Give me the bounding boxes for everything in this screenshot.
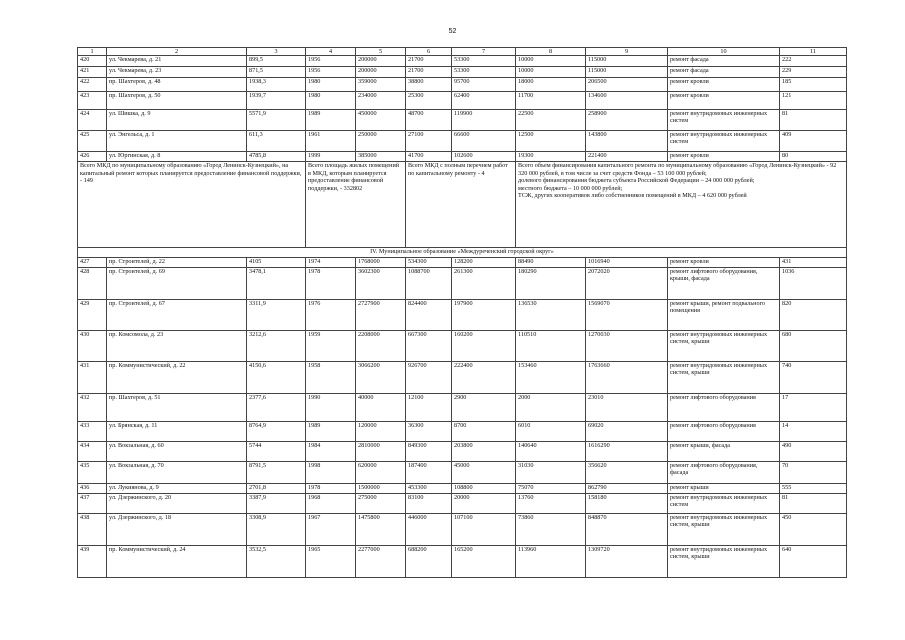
table-cell: 848870	[586, 514, 668, 546]
table-cell: 899,5	[247, 56, 306, 67]
table-cell: 11700	[516, 92, 586, 110]
table-cell: ул. Дзержинского, д. 18	[107, 514, 247, 546]
table-cell: 453300	[406, 484, 452, 494]
table-cell: 81	[780, 110, 847, 131]
table-cell: ремонт крыши, фасада	[668, 442, 780, 462]
table-cell: 439	[78, 546, 107, 578]
table-cell: 75070	[516, 484, 586, 494]
table-cell: ремонт фасада	[668, 67, 780, 78]
table-cell: 1956	[306, 67, 356, 78]
table-cell: 3311,9	[247, 300, 306, 331]
table-cell: ремонт кровли	[668, 258, 780, 268]
table-cell: 22500	[516, 110, 586, 131]
table-cell: 438	[78, 514, 107, 546]
table-cell: 12500	[516, 131, 586, 152]
table-cell: 2277000	[356, 546, 406, 578]
table-cell: 1980	[306, 92, 356, 110]
table-cell: 1989	[306, 422, 356, 442]
table-cell: 450	[780, 514, 847, 546]
table-cell: пр. Строителей, д. 22	[107, 258, 247, 268]
table-cell: 3212,6	[247, 331, 306, 362]
table-cell: 1989	[306, 110, 356, 131]
table-cell: ремонт крыши, ремонт подвального помещения	[668, 300, 780, 331]
table-cell: 6010	[516, 422, 586, 442]
summary-area: Всего площадь жилых помещений в МКД, которым планируется предоставление финансовой поддержки, - 332802	[306, 162, 406, 248]
table-cell: 8791,5	[247, 462, 306, 484]
table-cell: 422	[78, 78, 107, 92]
table-cell: 38800	[406, 78, 452, 92]
table-cell: ремонт внутридомовых инженерных систем, крыши	[668, 362, 780, 394]
table-cell: 229	[780, 67, 847, 78]
table-row	[78, 442, 847, 462]
column-number: 9	[586, 48, 668, 56]
table-cell: 1978	[306, 484, 356, 494]
column-number: 4	[306, 48, 356, 56]
table-cell: 3066200	[356, 362, 406, 394]
table-cell: 1974	[306, 258, 356, 268]
table-cell: 1976	[306, 300, 356, 331]
table-cell: 4785,8	[247, 152, 306, 162]
table-cell: 434	[78, 442, 107, 462]
table-cell: 426	[78, 152, 107, 162]
table-cell: 740	[780, 362, 847, 394]
table-body	[78, 48, 847, 578]
table-cell: ул. Вокзальная, д. 60	[107, 442, 247, 462]
table-cell: 1965	[306, 546, 356, 578]
table-cell: 66600	[452, 131, 516, 152]
table-cell: 1956	[306, 56, 356, 67]
table-cell: 2810000	[356, 442, 406, 462]
table-cell: 165200	[452, 546, 516, 578]
table-cell: 62400	[452, 92, 516, 110]
table-cell: 119900	[452, 110, 516, 131]
table-cell: 203800	[452, 442, 516, 462]
table-cell: 680	[780, 331, 847, 362]
table-cell: 185	[780, 78, 847, 92]
table-cell: 18000	[516, 78, 586, 92]
page-number: 52	[448, 28, 457, 35]
table-row	[78, 78, 847, 92]
table-cell: 187400	[406, 462, 452, 484]
table-cell: 359000	[356, 78, 406, 92]
table-cell: 12100	[406, 394, 452, 422]
table-cell: 824400	[406, 300, 452, 331]
summary-financing	[516, 162, 847, 248]
table-cell: 534300	[406, 258, 452, 268]
table-cell: ремонт лифтового оборудования	[668, 422, 780, 442]
table-cell: 200000	[356, 67, 406, 78]
table-cell: 128200	[452, 258, 516, 268]
table-cell: 197900	[452, 300, 516, 331]
table-cell: 3602300	[356, 268, 406, 300]
table-cell: ремонт внутридомовых инженерных систем, крыши	[668, 546, 780, 578]
table-cell: 3387,9	[247, 494, 306, 514]
table-row	[78, 494, 847, 514]
table-cell: ул. Дзержинского, д. 20	[107, 494, 247, 514]
table-cell: 849300	[406, 442, 452, 462]
table-cell: ул. Шишка, д. 9	[107, 110, 247, 131]
table-cell: 409	[780, 131, 847, 152]
table-cell: 20000	[452, 494, 516, 514]
table-cell: 385000	[356, 152, 406, 162]
table-row	[78, 394, 847, 422]
table-cell: 871,5	[247, 67, 306, 78]
table-cell: 13760	[516, 494, 586, 514]
table-cell: 2900	[452, 394, 516, 422]
table-cell: пр. Шахтеров, д. 51	[107, 394, 247, 422]
column-number: 5	[356, 48, 406, 56]
table-cell: 1763660	[586, 362, 668, 394]
column-number: 8	[516, 48, 586, 56]
table-row	[78, 152, 847, 162]
table-cell: 8700	[452, 422, 516, 442]
table-cell: 206500	[586, 78, 668, 92]
table-cell: 275000	[356, 494, 406, 514]
table-row	[78, 362, 847, 394]
table-cell: 23010	[586, 394, 668, 422]
table-cell: 3532,5	[247, 546, 306, 578]
table-cell: 820	[780, 300, 847, 331]
table-cell: 2727900	[356, 300, 406, 331]
table-cell: ул. Юргинская, д. 8	[107, 152, 247, 162]
table-cell: 427	[78, 258, 107, 268]
table-cell: 73860	[516, 514, 586, 546]
table-cell: 69020	[586, 422, 668, 442]
table-cell: 27100	[406, 131, 452, 152]
table-cell: 153460	[516, 362, 586, 394]
table-cell: 446000	[406, 514, 452, 546]
column-number: 3	[247, 48, 306, 56]
table-row	[78, 422, 847, 442]
table-cell: 3478,1	[247, 268, 306, 300]
summary-full-repair: Всего МКД с полным перечнем работ по капитальному ремонту - 4	[406, 162, 516, 248]
table-cell: 1998	[306, 462, 356, 484]
table-cell: ул. Энгельса, д. 1	[107, 131, 247, 152]
summary-row	[78, 162, 847, 248]
table-cell: ремонт внутридомовых инженерных систем	[668, 131, 780, 152]
table-cell: 1016940	[586, 258, 668, 268]
table-cell: 4105	[247, 258, 306, 268]
table-cell: 121	[780, 92, 847, 110]
table-cell: 110510	[516, 331, 586, 362]
table-cell: 222400	[452, 362, 516, 394]
table-cell: 143800	[586, 131, 668, 152]
table-cell: 431	[780, 258, 847, 268]
table-cell: 620000	[356, 462, 406, 484]
table-cell: 108800	[452, 484, 516, 494]
table-cell: 1475800	[356, 514, 406, 546]
column-number: 10	[668, 48, 780, 56]
table-cell: 41700	[406, 152, 452, 162]
table-cell: 8764,9	[247, 422, 306, 442]
table-cell: 45000	[452, 462, 516, 484]
table-row	[78, 514, 847, 546]
table-cell: 1980	[306, 78, 356, 92]
table-cell: 555	[780, 484, 847, 494]
table-cell: 2072020	[586, 268, 668, 300]
table-cell: ул. Брянская, д. 11	[107, 422, 247, 442]
table-cell: ремонт лифтового оборудования, крыши, фасада	[668, 268, 780, 300]
table-cell: 1978	[306, 268, 356, 300]
table-cell: 221400	[586, 152, 668, 162]
table-cell: 180290	[516, 268, 586, 300]
table-cell: пр. Строителей, д. 67	[107, 300, 247, 331]
table-cell: 667300	[406, 331, 452, 362]
table-cell: 36300	[406, 422, 452, 442]
table-row	[78, 546, 847, 578]
table-cell: 1990	[306, 394, 356, 422]
table-cell: 2208000	[356, 331, 406, 362]
table-cell: 1959	[306, 331, 356, 362]
table-cell: 160200	[452, 331, 516, 362]
table-cell: 21700	[406, 56, 452, 67]
table-cell: 261300	[452, 268, 516, 300]
financing-line: местного бюджета – 10 000 000 рублей;	[518, 184, 623, 192]
table-cell: 10000	[516, 56, 586, 67]
table-cell: 107100	[452, 514, 516, 546]
table-cell: 1569070	[586, 300, 668, 331]
table-cell: 10000	[516, 67, 586, 78]
column-number: 2	[107, 48, 247, 56]
table-cell: ремонт крыши	[668, 484, 780, 494]
table-cell: 53300	[452, 67, 516, 78]
table-cell: ремонт фасада	[668, 56, 780, 67]
table-cell: 428	[78, 268, 107, 300]
table-cell: 1958	[306, 362, 356, 394]
table-row	[78, 131, 847, 152]
financing-line: Всего объем финансирования капитального ремонта по муниципальному образованию «Город Ленинск-Кузнецкий» - 92 320 000 рублей, в том числе за счет средств Фонда – 53 100 000 рублей;	[518, 162, 837, 177]
table-cell: 423	[78, 92, 107, 110]
table-cell: 70	[780, 462, 847, 484]
table-row	[78, 67, 847, 78]
table-cell: 1984	[306, 442, 356, 462]
column-number: 7	[452, 48, 516, 56]
table-cell: 611,3	[247, 131, 306, 152]
table-cell: 113960	[516, 546, 586, 578]
table-cell: ремонт кровли	[668, 152, 780, 162]
table-cell: 4150,6	[247, 362, 306, 394]
table-row	[78, 56, 847, 67]
table-cell: 425	[78, 131, 107, 152]
table-cell: пр. Шахтеров, д. 50	[107, 92, 247, 110]
table-cell: 420	[78, 56, 107, 67]
table-cell: 102600	[452, 152, 516, 162]
table-cell: 2000	[516, 394, 586, 422]
table-cell: 421	[78, 67, 107, 78]
table-row	[78, 258, 847, 268]
table-cell: 424	[78, 110, 107, 131]
table-cell: 2377,6	[247, 394, 306, 422]
table-cell: пр. Комсомола, д. 23	[107, 331, 247, 362]
table-cell: ул. Вокзальная, д. 70	[107, 462, 247, 484]
table-row	[78, 484, 847, 494]
table-cell: 1088700	[406, 268, 452, 300]
table-cell: 19300	[516, 152, 586, 162]
table-row	[78, 462, 847, 484]
table-cell: ремонт кровли	[668, 78, 780, 92]
table-cell: 688200	[406, 546, 452, 578]
table-cell: 53300	[452, 56, 516, 67]
table-cell: 436	[78, 484, 107, 494]
table-cell: 1968	[306, 494, 356, 514]
table-cell: 1967	[306, 514, 356, 546]
table-cell: 25300	[406, 92, 452, 110]
section-row	[78, 248, 847, 258]
table-cell: 1961	[306, 131, 356, 152]
table-cell: ул. Чекмарева, д. 23	[107, 67, 247, 78]
financing-line: ТСЖ, других кооперативов либо собственников помещений в МКД – 4 620 000 рублей	[518, 192, 747, 200]
table-cell: 115000	[586, 67, 668, 78]
table-cell: 31030	[516, 462, 586, 484]
table-cell: 17	[780, 394, 847, 422]
section-title: IV. Муниципальное образование «Междуреченский городской округ»	[78, 248, 847, 258]
table-cell: 926700	[406, 362, 452, 394]
table-cell: 136530	[516, 300, 586, 331]
table-cell: ул. Лукиянова, д. 9	[107, 484, 247, 494]
table-cell: 258900	[586, 110, 668, 131]
table-cell: ремонт внутридомовых инженерных систем, крыши	[668, 514, 780, 546]
table-cell: 40000	[356, 394, 406, 422]
table-cell: 1270030	[586, 331, 668, 362]
table-cell: 435	[78, 462, 107, 484]
table-cell: 862790	[586, 484, 668, 494]
table-cell: 158180	[586, 494, 668, 514]
table-cell: 140640	[516, 442, 586, 462]
table-cell: 234000	[356, 92, 406, 110]
table-cell: 3308,9	[247, 514, 306, 546]
table-cell: 120000	[356, 422, 406, 442]
table-cell: 450000	[356, 110, 406, 131]
table-cell: 1938,3	[247, 78, 306, 92]
table-cell: ремонт внутридомовых инженерных систем	[668, 110, 780, 131]
table-cell: 95700	[452, 78, 516, 92]
table-cell: 1999	[306, 152, 356, 162]
table-cell: ремонт внутридомовых инженерных систем, крыши	[668, 331, 780, 362]
table-cell: 429	[78, 300, 107, 331]
table-cell: ремонт лифтового оборудования	[668, 394, 780, 422]
table-cell: 432	[78, 394, 107, 422]
table-row	[78, 331, 847, 362]
table-cell: 83100	[406, 494, 452, 514]
table-cell: 356620	[586, 462, 668, 484]
table-cell: ул. Чекмарева, д. 21	[107, 56, 247, 67]
table-cell: 88490	[516, 258, 586, 268]
column-number: 1	[78, 48, 107, 56]
table-cell: ремонт внутридомовых инженерных систем	[668, 494, 780, 514]
table-cell: 115000	[586, 56, 668, 67]
table-cell: 5744	[247, 442, 306, 462]
repair-program-table	[77, 47, 847, 578]
summary-mkd-count: Всего МКД по муниципальному образованию «Город Ленинск-Кузнецкий», на капитальный ремонт которых планируется предоставление финансовой поддержки, - 149	[78, 162, 306, 248]
column-number: 11	[780, 48, 847, 56]
table-cell: ремонт лифтового оборудования, фасада	[668, 462, 780, 484]
table-cell: ремонт кровли	[668, 92, 780, 110]
table-cell: 1616290	[586, 442, 668, 462]
table-cell: 1768000	[356, 258, 406, 268]
table-cell: пр. Строителей, д. 69	[107, 268, 247, 300]
table-cell: 134600	[586, 92, 668, 110]
table-cell: 1939,7	[247, 92, 306, 110]
table-cell: 1309720	[586, 546, 668, 578]
column-number: 6	[406, 48, 452, 56]
table-cell: пр. Коммунистический, д. 22	[107, 362, 247, 394]
table-cell: 433	[78, 422, 107, 442]
table-row	[78, 268, 847, 300]
table-cell: 5571,9	[247, 110, 306, 131]
table-cell: 430	[78, 331, 107, 362]
table-cell: 250000	[356, 131, 406, 152]
table-cell: 222	[780, 56, 847, 67]
table-cell: 200000	[356, 56, 406, 67]
table-cell: пр. Коммунистический, д. 24	[107, 546, 247, 578]
table-row	[78, 92, 847, 110]
table-cell: 431	[78, 362, 107, 394]
table-cell: 640	[780, 546, 847, 578]
table-cell: 80	[780, 152, 847, 162]
table-cell: 1500000	[356, 484, 406, 494]
table-cell: 14	[780, 422, 847, 442]
table-cell: 81	[780, 494, 847, 514]
table-cell: 21700	[406, 67, 452, 78]
table-cell: 48700	[406, 110, 452, 131]
table-row	[78, 110, 847, 131]
table-cell: 490	[780, 442, 847, 462]
table-cell: 2701,8	[247, 484, 306, 494]
table-cell: пр. Шахтеров, д. 48	[107, 78, 247, 92]
table-row	[78, 300, 847, 331]
table-cell: 1036	[780, 268, 847, 300]
column-number-row	[78, 48, 847, 56]
table-cell: 437	[78, 494, 107, 514]
financing-line: долевого финансирования бюджета субъекта Российской Федерации – 24 000 000 рублей;	[518, 177, 755, 185]
